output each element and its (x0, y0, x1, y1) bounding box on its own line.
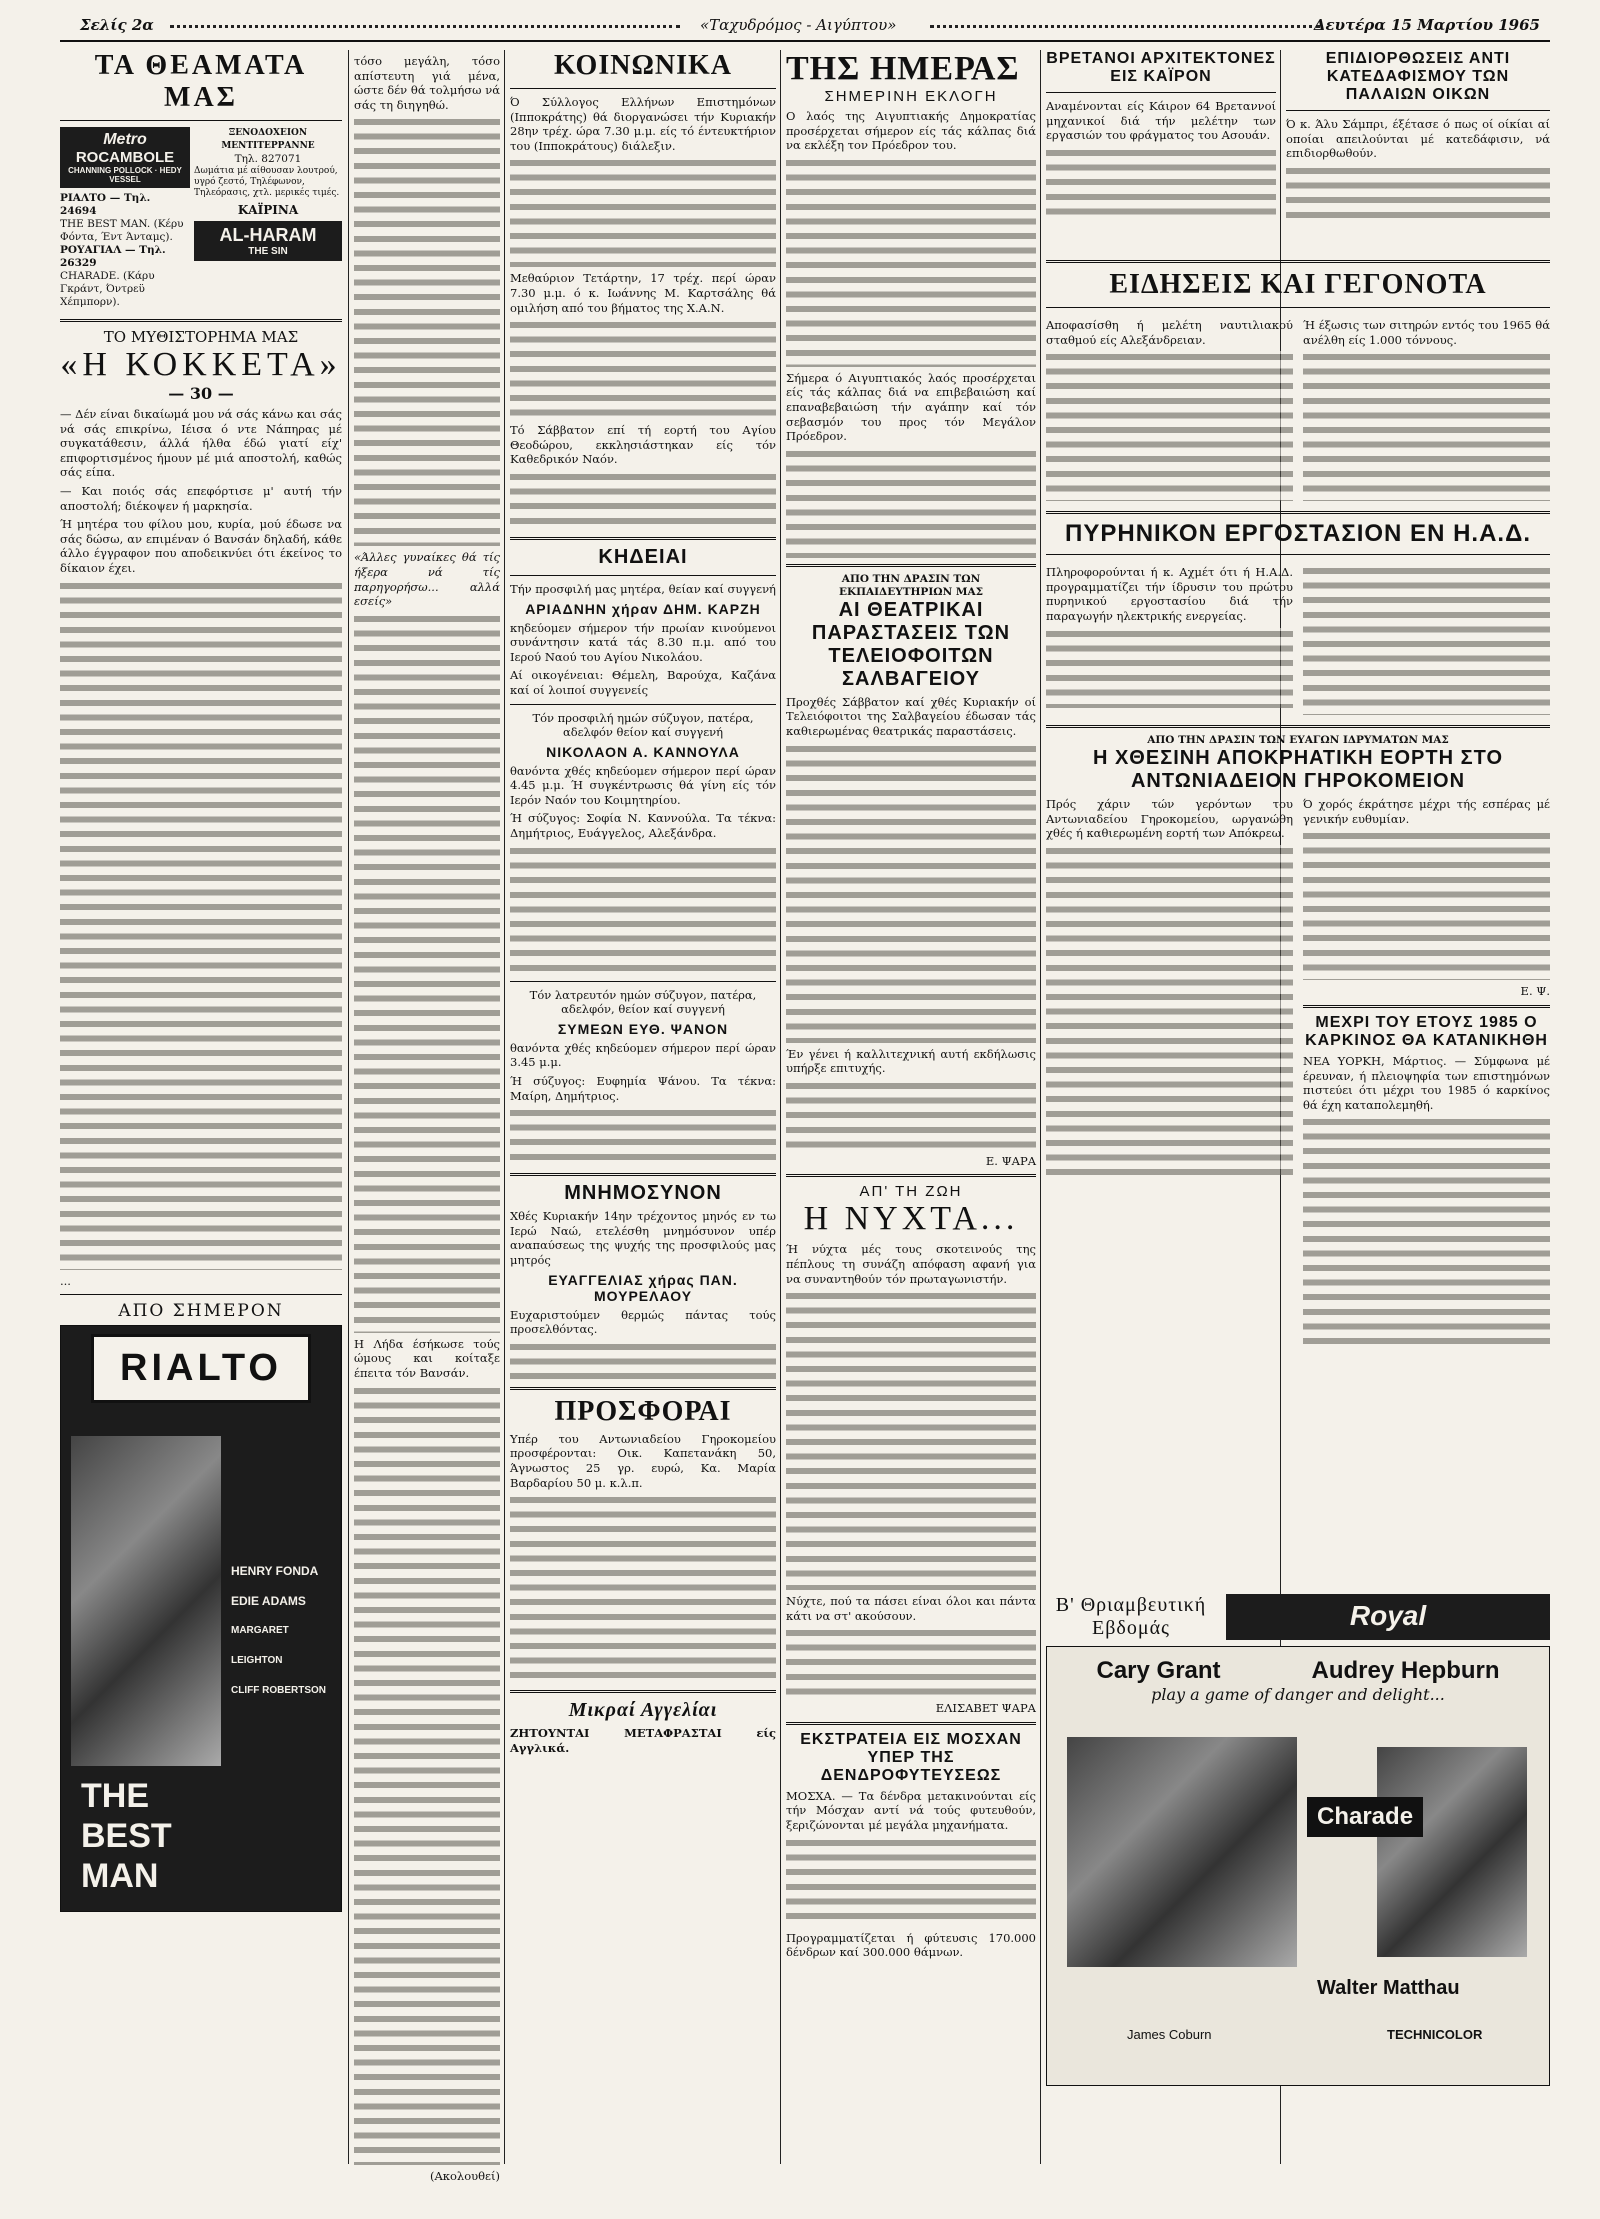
today-label: ΑΠΟ ΣΗΜΕΡΟΝ (118, 1301, 284, 1322)
charity-body-text (1303, 830, 1550, 980)
hotel-description: Δωμάτια μέ αίθουσαν λουτρού, υγρό ζεστό, Τηλέφωνον, Τηλεόρασις, χτλ. μερικές τιμές. (194, 166, 340, 198)
british-text: Αναμένονται είς Κάιρον 64 Βρεταννοί μηχανικοί διά τήν μελέτην των εργασιών του φράγματος του Ασουάν. (1046, 99, 1276, 143)
schools-body-text (786, 1080, 1036, 1150)
day-subtitle: ΣΗΜΕΡΙΝΗ ΕΚΛΟΓΗ (824, 88, 998, 105)
issue-date: Δευτέρα 15 Μαρτίου 1965 (1313, 16, 1540, 34)
funeral-intro: Τόν προσφιλή ημών σύζυγον, πατέρα, αδελφόν θείον καί συγγενή (532, 710, 754, 740)
rialto-movie: THE BEST MAN. (Κέρυ Φόντα, Έντ Άνταμς). (60, 218, 184, 243)
social-body-text (510, 157, 776, 267)
divider (1303, 1005, 1550, 1008)
social-paragraph: Μεθαύριον Τετάρτην, 17 τρέχ. περί ώραν 7.30 μ.μ. ό κ. Ιωάννης Μ. Καρτσάλης θά ομιλήση από του βήματος της Χ.Α.Ν. (510, 271, 776, 315)
funeral-text: θανόντα χθές κηδεύομεν σήμερον περί ώραν 4.45 μ.μ. Ή συγκέντρωσις θά γίνη είς τόν Ιερόν Ναόν του Κοιμητηρίου. (510, 763, 776, 807)
funeral-intro: Τήν προσφιλή μας μητέρα, θείαν καί συγγενή (510, 581, 776, 596)
column-rule (504, 50, 505, 2164)
schools-paragraph: Προχθές Σάββατον καί χθές Κυριακήν οί Τελειόφοιτοι της Σαλβαγείου έδωσαν τάς καθιερωμένας θεατρικάς παραστάσεις. (786, 694, 1036, 738)
hotel-title: ΞΕΝΟΔΟΧΕΙΟΝ ΜΕΝΤΙΤΕΡΡΑΝΝΕ (221, 128, 315, 151)
al-haram-title: AL-HARAM (219, 225, 317, 245)
british-title: ΒΡΕΤΑΝΟΙ ΑΡΧΙΤΕΚΤΟΝΕΣ ΕΙΣ ΚΑΪΡΟΝ (1046, 50, 1276, 85)
royal-logo: Royal (1226, 1594, 1550, 1640)
column-3 (510, 50, 776, 2204)
classifieds-text: ΖΗΤΟΥΝΤΑΙ ΜΕΤΑΦΡΑΣΤΑΙ είς Αγγλικά. (510, 1726, 776, 1755)
nuclear-text: Πληροφορούνται ή κ. Αχμέτ ότι ή Η.Α.Δ. προγραμματίζει τήν ίδρυσιν του πρώτου πυρηνικού εργοστασίου διά τήν παραγωγήν ηλεκτρικής ενεργείας. (1046, 565, 1293, 623)
cast-leighton: MARGARET LEIGHTON (231, 1625, 289, 1667)
cast-robertson: CLIFF ROBERTSON (231, 1685, 326, 1697)
movie-title-man: MAN (81, 1857, 159, 1896)
cast-audrey-hepburn: Audrey Hepburn (1311, 1657, 1500, 1684)
cairo-label: ΚΑΪΡΙΝΑ (237, 203, 299, 217)
cancer-body-text (1303, 1116, 1550, 1346)
dotted-rule (930, 25, 1320, 28)
night-body-text (786, 1627, 1036, 1697)
divider (510, 981, 776, 982)
the-best-man-ad (60, 1325, 342, 1912)
novel-number: — 30 — (168, 384, 234, 403)
funeral-body-text (510, 1107, 776, 1167)
metro-logo: Metro (103, 131, 147, 148)
cary-grant-photo (1067, 1737, 1297, 1967)
charity-paragraph: Πρός χάριν τών γερόντων του Αντωνιαδείου Γηροκομείου, ωργανώθη χθές ή καθιερωμένη εορτή των Απόκρεω. (1046, 797, 1293, 841)
novel-tail: ... (60, 1273, 71, 1288)
funeral-name: ΝΙΚΟΛΑΟΝ Α. ΚΑΝΝΟΥΛΑ (546, 743, 740, 760)
social-title: ΚΟΙΝΩΝΙΚΑ (553, 50, 732, 81)
charade-tagline: play a game of danger and delight... (1151, 1685, 1445, 1704)
social-paragraph: Ό Σύλλογος Ελλήνων Επιστημόνων (Ιπποκράτης) θά διοργανώσει τήν Κυριακήν 28ην τρέχ. ώρα 7.30 μ.μ. είς τό έντευκτήριον του (Ιπποκράτους) διάλεξιν. (510, 95, 776, 153)
funeral-name: ΣΥΜΕΩΝ ΕΥΘ. ΨΑΝΟΝ (557, 1020, 729, 1037)
offers-text: Υπέρ του Αντωνιαδείου Γηροκομείου προσφέρονται: Οικ. Καπετανάκη 50, Άγνωστος 25 γρ. ευρώ, Κα. Μαρία Βαρδαρίου 50 μ. κ.λ.π. (510, 1431, 776, 1490)
divider (1046, 260, 1550, 263)
night-signature: ΕΛΙΣΑΒΕΤ ΨΑΡΑ (935, 1701, 1036, 1716)
royal-week-line-2: Εβδομάς (1092, 1617, 1170, 1639)
moscow-body-text (786, 1837, 1036, 1927)
divider (510, 1690, 776, 1693)
masthead (60, 14, 1550, 42)
funeral-text: κηδεύομεν σήμερον τήν πρωίαν κινούμενοι συνάντησιν κατά τάς 8.30 π.μ. από του Ιερού Ναού του Αγίου Νικολάου. (510, 620, 776, 664)
column-rule (348, 50, 349, 2164)
column-2 (354, 50, 500, 2204)
divider (510, 88, 776, 89)
rocambole-ad (60, 127, 190, 188)
hotel-phone: Τηλ. 827071 (234, 153, 302, 165)
al-haram-ad (194, 221, 342, 261)
night-label: ΑΠ' ΤΗ ΖΩΗ (859, 1183, 963, 1201)
technicolor-badge: TECHNICOLOR (1387, 2027, 1483, 2042)
schools-paragraph: Έν γένει ή καλλιτεχνική αυτή εκδήλωσις υπήρξε επιτυχής. (786, 1046, 1036, 1076)
social-body-text (510, 319, 776, 419)
charade-title: Charade (1307, 1797, 1423, 1837)
divider (510, 1387, 776, 1390)
rialto-logo: RIALTO (91, 1334, 311, 1403)
charity-body-text (1046, 845, 1293, 1175)
movie-title-best: BEST (81, 1817, 172, 1856)
royal-line: ΡΟΥΑΓΙΑΛ — Τηλ. 26329 (60, 244, 166, 269)
schools-title: ΑΙ ΘΕΑΤΡΙΚΑΙ ΠΑΡΑΣΤΑΣΕΙΣ ΤΩΝ ΤΕΛΕΙΟΦΟΙΤΩΝ ΣΑΛΒΑΓΕΙΟΥ (811, 598, 1011, 690)
divider (1046, 554, 1550, 555)
divider (60, 120, 342, 121)
day-paragraph: Ο λαός της Αιγυπτιακής Δημοκρατίας προσέρχεται σήμερον είς τάς κάλπας διά να εκλέξη τον Πρόεδρον του. (786, 109, 1036, 153)
charade-ad (1046, 1646, 1550, 2086)
divider (786, 564, 1036, 567)
cast-fonda: HENRY FONDA (231, 1564, 319, 1579)
funeral-family: Ή σύζυγος: Σοφία Ν. Καννούλα. Τα τέκνα: Δημήτριος, Ευάγγελος, Αλεξάνδρα. (510, 811, 776, 841)
funeral-body-text (510, 845, 776, 975)
novel-body-text (354, 1385, 500, 2165)
day-body-text (786, 157, 1036, 367)
charity-paragraph: Ό χορός έκράτησε μέχρι τής εσπέρας μέ γενικήν ευθυμίαν. (1303, 797, 1550, 826)
royal-movie: CHARADE. (Κάρυ Γκράντ, Όντρεϋ Χέπμπορν). (60, 270, 155, 308)
news-body-text (1046, 351, 1293, 501)
novel-label: ΤΟ ΜΥΘΙΣΤΟΡΗΜΑ ΜΑΣ (103, 328, 299, 346)
divider (510, 1173, 776, 1176)
divider (1046, 92, 1276, 93)
memorial-text: Χθές Κυριακήν 14ην τρέχοντος μηνός εν τω Ιερώ Ναώ, ετελέσθη μνημόσυνον υπέρ αναπαύσεως της ψυχής της προσφιλούς μας μητρός (510, 1209, 776, 1267)
cancer-title: ΜΕΧΡΙ ΤΟΥ ΕΤΟΥΣ 1985 Ο ΚΑΡΚΙΝΟΣ ΘΑ ΚΑΤΑΝΙΚΗΘΗ (1305, 1013, 1548, 1049)
divider (786, 1722, 1036, 1725)
novel-quote: «Άλλες γυναίκες θά τίς ήξερα νά τίς παρηγορήσω... αλλά εσείς» (354, 550, 500, 609)
cast-cary-grant: Cary Grant (1096, 1657, 1221, 1684)
day-body-text (786, 448, 1036, 558)
night-paragraph: Νύχτε, πού τα πάσει είναι όλοι και πάντα κάτι να στ' ακούσουν. (786, 1594, 1036, 1623)
restore-text: Ό κ. Άλυ Σάμπρι, έξέτασε ό πως οί οίκίαι αί οποίαι απειλούνται μέ κατεδάφισιν, νά επιδιορθωθούν. (1286, 117, 1550, 161)
novel-body-text (354, 613, 500, 1333)
newspaper-page (60, 14, 1550, 2204)
dotted-rule (170, 25, 680, 28)
cast-adams: EDIE ADAMS (231, 1594, 306, 1609)
divider (1286, 110, 1550, 111)
funeral-family: Ή σύζυγος: Ευφημία Ψάνου. Τα τέκνα: Μαίρη, Δημήτριος. (510, 1074, 776, 1103)
social-paragraph: Τό Σάββατον επί τή εορτή του Αγίου Θεοδώρου, εκκλησιάστηκαν είς τόν Καθεδρικόν Ναόν. (510, 423, 776, 467)
memorial-name: ΕΥΑΓΓΕΛΙΑΣ χήρας ΠΑΝ. ΜΟΥΡΕΛΑΟΥ (548, 1271, 738, 1304)
funeral-name: ΑΡΙΑΔΝΗΝ χήραν ΔΗΜ. ΚΑΡΖΗ (525, 600, 761, 617)
divider (1046, 307, 1550, 308)
novel-continued: Η Λήδα έσήκωσε τούς ώμους και κοίταξε έπειτα τόν Βανσάν. (354, 1336, 500, 1380)
charade-section (1046, 1594, 1550, 2154)
memorial-thanks: Ευχαριστούμεν θερμώς πάντας τούς προσελθόντας. (510, 1307, 776, 1337)
day-title: ΤΗΣ ΗΜΕΡΑΣ (786, 50, 1020, 87)
funeral-text: θανόντα χθές κηδεύομεν σήμερον περί ώραν 3.45 μ.μ. (510, 1040, 776, 1070)
movie-title-the: THE (81, 1777, 149, 1816)
day-paragraph: Σήμερα ό Αιγυπτιακός λαός προσέρχεται είς τάς κάλπας διά να επιβεβαιώση καί επαναβεβαιώση τήν αγάπην καί τόν σεβασμόν του προς τόν Μεγάλον Πρόεδρον. (786, 370, 1036, 444)
news-body-text (1303, 351, 1550, 501)
schools-body-text (786, 743, 1036, 1043)
night-body-text (786, 1290, 1036, 1590)
column-rule (1040, 50, 1041, 2164)
column-rule (780, 50, 781, 2164)
audrey-hepburn-photo (1377, 1747, 1527, 1957)
page-label: Σελίς 2α (80, 16, 154, 34)
theatres-title: ΤΑ ΘΕΑΜΑΤΑ ΜΑΣ (94, 50, 308, 113)
divider (510, 537, 776, 540)
night-title: Η ΝΥΧΤΑ... (803, 1200, 1019, 1238)
rocambole-title: ROCAMBOLE (75, 149, 175, 166)
memorial-body-text (510, 1341, 776, 1381)
british-body-text (1046, 147, 1276, 217)
charity-signature: Ε. Ψ. (1520, 984, 1550, 999)
news-title: ΕΙΔΗΣΕΙΣ ΚΑΙ ΓΕΓΟΝΟΤΑ (1109, 269, 1487, 300)
novel-body-text (60, 580, 342, 1270)
divider (510, 575, 776, 576)
social-body-text (510, 471, 776, 531)
news-paragraph: Ή έξωσις των σιτηρών εντός του 1965 θά ανέλθη είς 1.000 τόννους. (1303, 318, 1550, 347)
nuclear-body-text (1303, 565, 1550, 715)
divider (786, 1174, 1036, 1177)
offers-title: ΠΡΟΣΦΟΡΑΙ (554, 1395, 732, 1427)
classifieds-title: Μικραί Αγγελίαι (568, 1699, 718, 1722)
restore-title: ΕΠΙΔΙΟΡΘΩΣΕΙΣ ΑΝΤΙ ΚΑΤΕΔΑΦΙΣΜΟΥ ΤΩΝ ΠΑΛΑΙΩΝ ΟΙΚΩΝ (1325, 50, 1511, 103)
divider (60, 319, 342, 322)
novel-paragraph: — Και ποιός σάς επεφόρτισε μ' αυτή τήν αποστολή; διέκοψεν ή μαρκησία. (60, 483, 342, 513)
nuclear-body-text (1046, 628, 1293, 708)
divider (60, 1294, 342, 1295)
moscow-paragraph: Προγραμματίζεται ή φύτευσις 170.000 δένδρων καί 300.000 θάμνων. (786, 1930, 1036, 1960)
paper-name: «Ταχυδρόμος - Αιγύπτου» (700, 16, 897, 34)
to-be-continued: (Ακολουθεί) (430, 2168, 500, 2183)
funeral-intro: Τόν λατρευτόν ημών σύζυγον, πατέρα, αδελφόν, θείον καί συγγενή (529, 987, 757, 1017)
moscow-paragraph: ΜΟΣΧΑ. — Τα δένδρα μετακινούνται είς τήν Μόσχαν αντί νά τούς φυτευθούν, ξεριζώνονται μέ μεγάλα μηχανήματα. (786, 1788, 1036, 1833)
royal-week-line-1: Β' Θριαμβευτική (1055, 1594, 1207, 1616)
divider (1046, 725, 1550, 728)
column-4 (786, 50, 1036, 2204)
schools-signature: Ε. ΨΑΡΑ (985, 1153, 1036, 1168)
column-1 (60, 50, 342, 2204)
charity-title: Η ΧΘΕΣΙΝΗ ΑΠΟΚΡΗΑΤΙΚΗ ΕΟΡΤΗ ΣΤΟ ΑΝΤΩΝΙΑΔΕΙΟΝ ΓΗΡΟΚΟΜΕΙΟΝ (1092, 747, 1504, 793)
actor-photo (71, 1436, 221, 1766)
restore-body-text (1286, 165, 1550, 225)
charity-label: ΑΠΟ ΤΗΝ ΔΡΑΣΙΝ ΤΩΝ ΕΥΑΓΩΝ ΙΔΡΥΜΑΤΩΝ ΜΑΣ (1147, 734, 1449, 747)
moscow-title: ΕΚΣΤΡΑΤΕΙΑ ΕΙΣ ΜΟΣΧΑΝ ΥΠΕΡ ΤΗΣ ΔΕΝΔΡΟΦΥΤΕΥΣΕΩΣ (800, 1730, 1022, 1784)
night-paragraph: Ή νύχτα μές τους σκοτεινούς της πέπλους τη συνάζη απόφαση αφανή για να συναντηθούν τόν πρωταγωνιστήν. (786, 1242, 1036, 1286)
novel-paragraph: — Δέν είναι δικαίωμά μου νά σάς κάνω και σάς νά σάς επικρίνω, Ιέισα ό ντε Νάπηρας μέ συγκατάθεσιν, άλλά ήλθα έδώ γιατί είχ' επιφορτισμένος ήμουν μέ μιά αποστολή, καθώς σάς είπα. (60, 407, 342, 480)
cast-james-coburn: James Coburn (1127, 2027, 1212, 2042)
schools-label: ΑΠΟ ΤΗΝ ΔΡΑΣΙΝ ΤΩΝ ΕΚΠΑΙΔΕΥΤΗΡΙΩΝ ΜΑΣ (838, 572, 984, 598)
news-paragraph: Αποφασίσθη ή μελέτη ναυτιλιακού σταθμού είς Αλεξάνδρειαν. (1046, 318, 1293, 347)
novel-body-text (354, 116, 500, 546)
nuclear-title: ΠΥΡΗΝΙΚΟΝ ΕΡΓΟΣΤΑΣΙΟΝ ΕΝ Η.Α.Δ. (1065, 520, 1531, 548)
divider (510, 704, 776, 705)
funerals-title: ΚΗΔΕΙΑΙ (598, 545, 688, 568)
rocambole-cast: CHANNING POLLOCK · HEDY VESSEL (68, 166, 182, 184)
novel-continued: τόσο μεγάλη, τόσο απίστευτη γιά μένα, ώστε δέν θά τολμήσω νά σάς τη διηγηθώ. (354, 54, 500, 112)
novel-title: «Η ΚΟΚΚΕΤΑ» (60, 346, 342, 383)
divider (1046, 511, 1550, 514)
funeral-family: Αί οικογένειαι: Θέμελη, Βαρούχα, Καζάνα καί οί λοιποί συγγενείς (510, 668, 776, 697)
al-haram-sub: THE SIN (248, 246, 288, 257)
cancer-text: ΝΕΑ ΥΟΡΚΗ, Μάρτιος. — Σύμφωνα μέ έρευναν, ή πλειοψηφία των επιστημόνων πιστεύει ότι μέχρι του 1985 ό καρκίνος θά έχη καταπολεμηθή. (1303, 1053, 1550, 1112)
rialto-line: ΡΙΑΛΤΟ — Τηλ. 24694 (60, 192, 151, 217)
novel-paragraph: Ή μητέρα του φίλου μου, κυρία, μού έδωσε να σάς δώσω, αν επιμέναν ό Βανσάν δηλαδή, κάθε άλλο έγγραφον που αποδεικνύει ότι έκείνος το δίκαιον έχει. (60, 517, 342, 575)
memorial-title: ΜΝΗΜΟΣΥΝΟΝ (564, 1182, 722, 1205)
cast-walter-matthau: Walter Matthau (1317, 1977, 1460, 1999)
offers-body-text (510, 1494, 776, 1684)
